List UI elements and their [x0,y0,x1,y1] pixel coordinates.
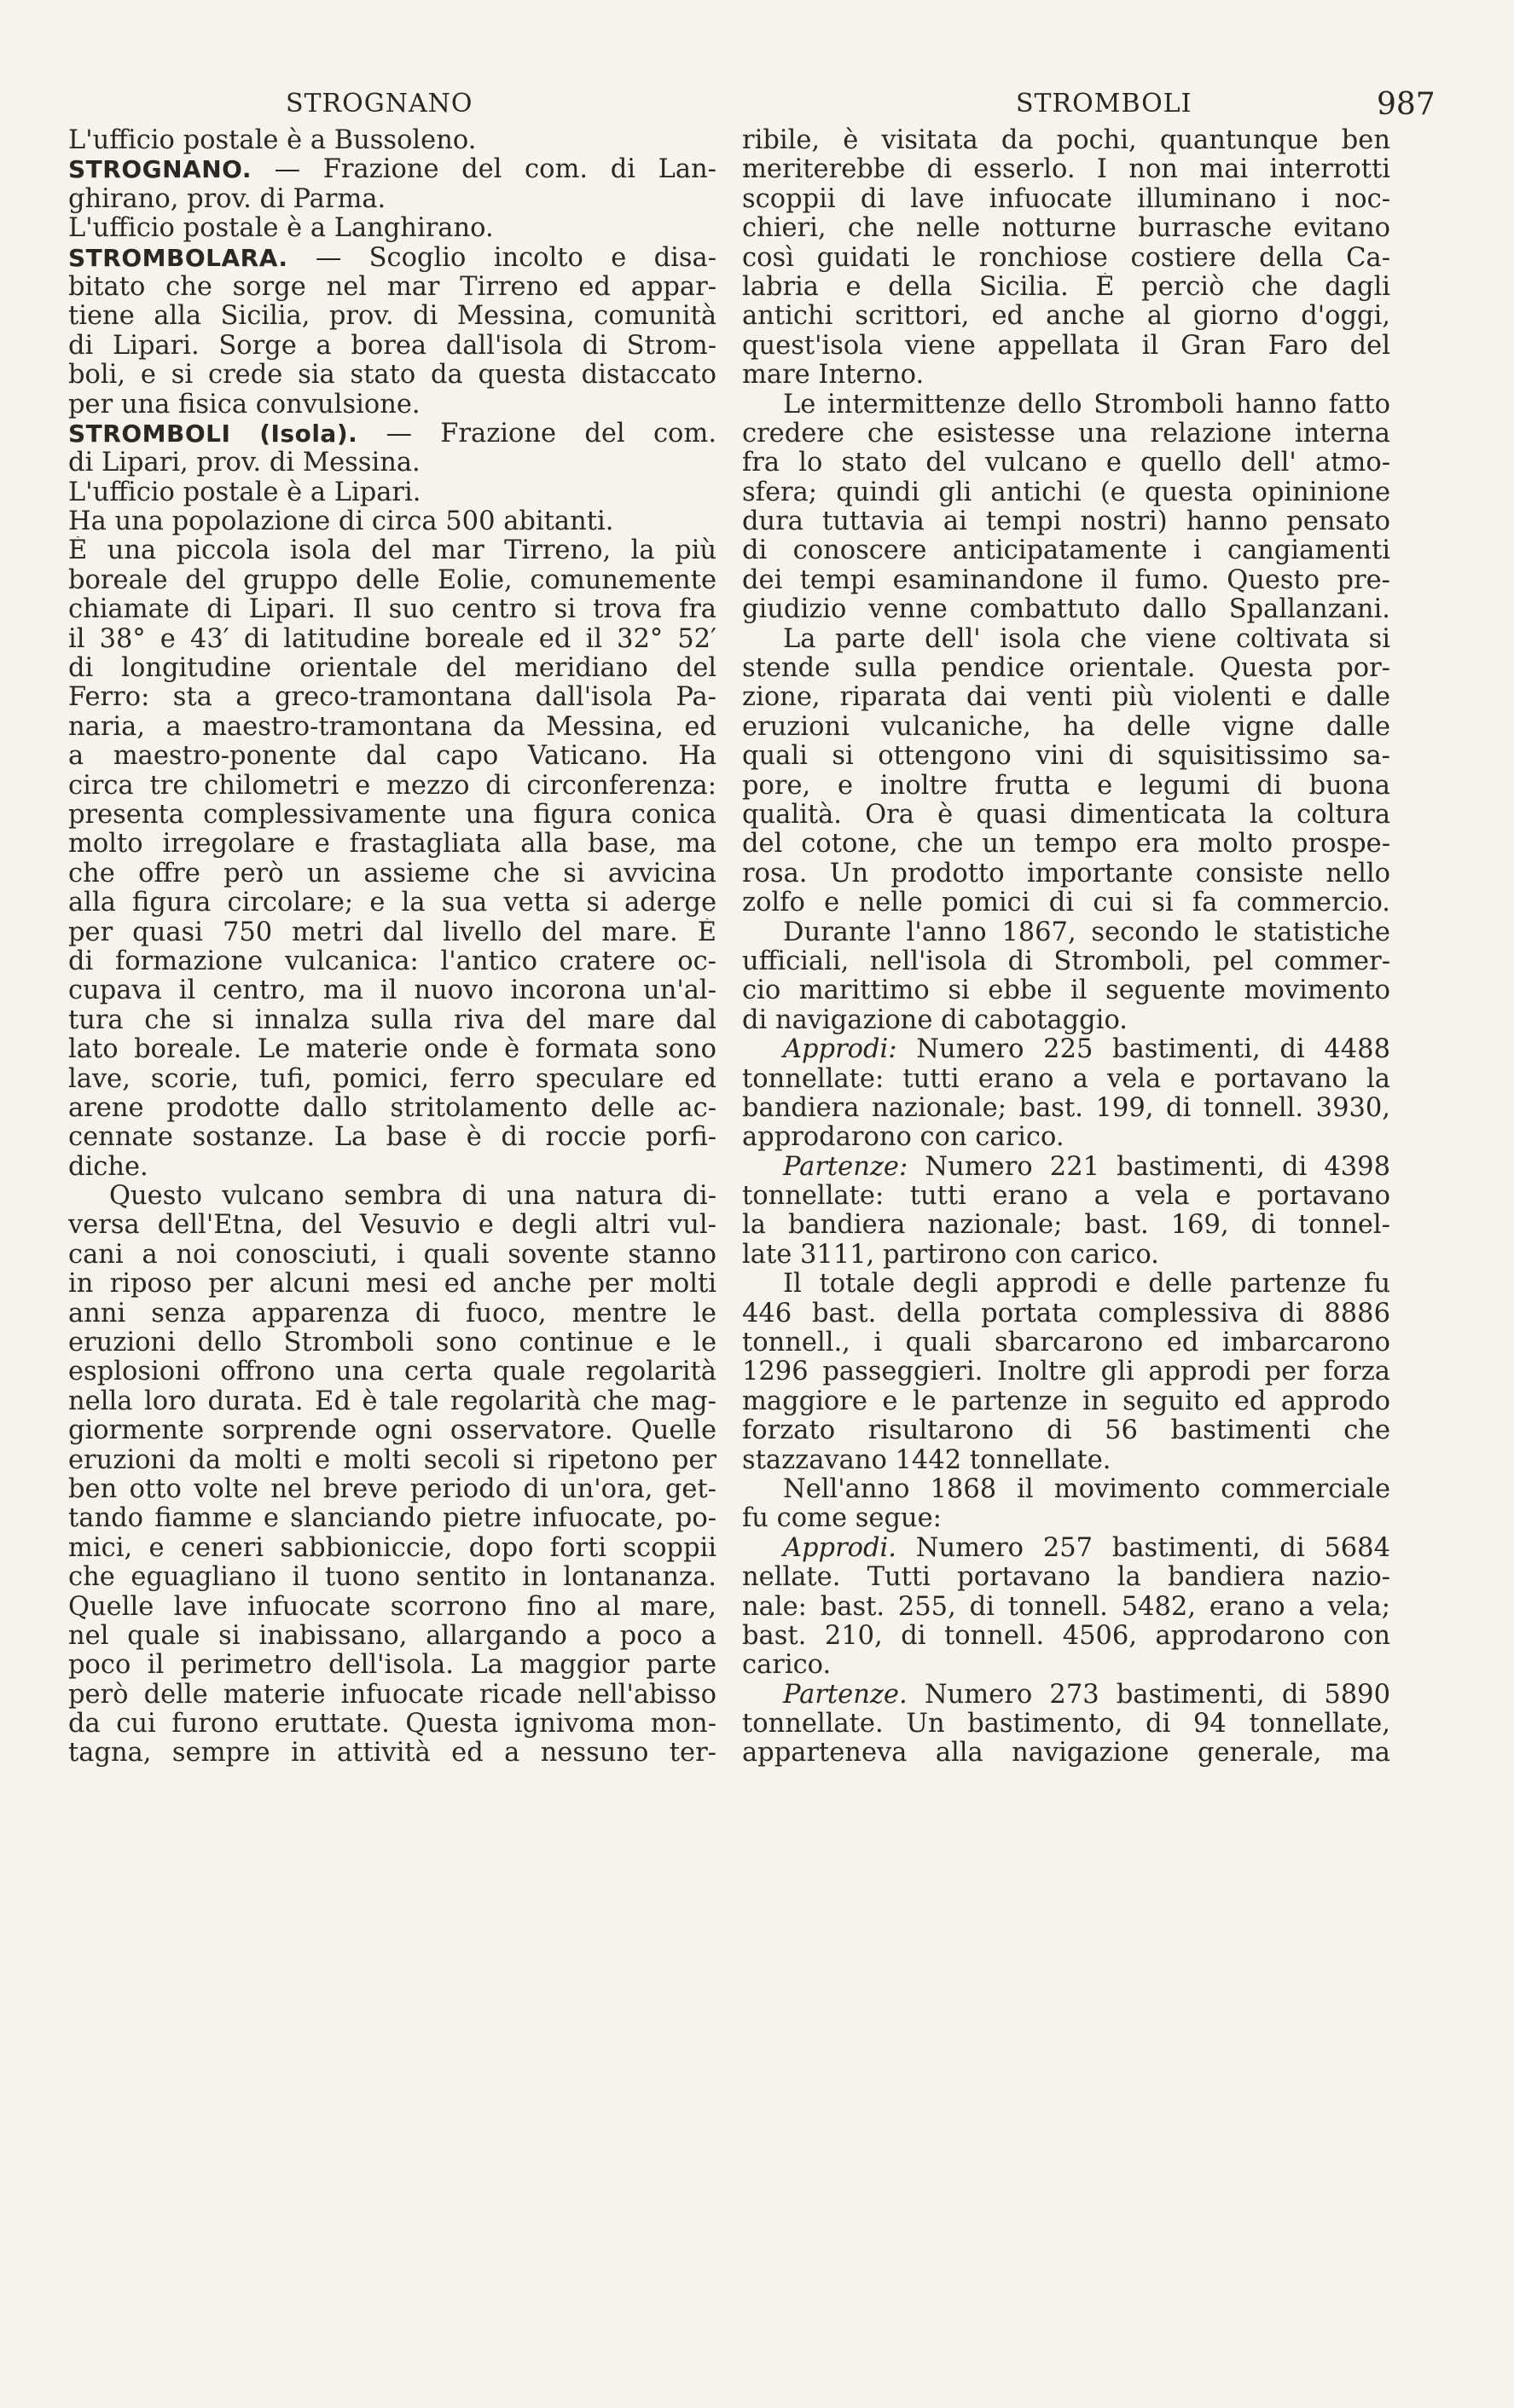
text-line: La parte dell' isola che viene coltivata si [783,624,1390,654]
text-line [68,1827,716,1856]
text-line: labria e della Sicilia. È perciò che dagli [742,272,1390,302]
text-line: a maestro-ponente dal capo Vaticano. Ha [68,742,716,772]
partenze-1868-line [742,1681,1390,1710]
text-line [68,1915,716,1944]
text-line: chiamate di Lipari. Il suo centro si trova fra [68,595,716,625]
text-line: — Frazione del com. [386,419,716,449]
text-line: poco il perimetro dell'isola. La maggior parte [68,1651,716,1681]
text-line: — Scoglio incolto e disa- [315,243,716,273]
text-line: nellate. Tutti portavano la bandiera nazio- [742,1563,1390,1593]
text-line: Il totale degli approdi e delle partenze fu [783,1270,1390,1300]
italic-label: Approdi: [783,1035,897,1065]
text-line: mare Interno. [742,360,925,391]
text-line: eruzioni da molti e molti secoli si ripetono per [68,1445,716,1475]
text-line: tagna, sempre in attività ed a nessuno ter- [68,1739,716,1768]
right-column [742,126,1390,1768]
entry-heading: STROMBOLARA. [68,243,288,272]
text-line: di formazione vulcanica: l'antico cratere oc- [68,946,716,976]
text-line: dura tuttavia ai tempi nostri) hanno pensato [742,507,1390,537]
text-line: stazzavano 1442 tonnellate. [742,1444,1111,1475]
text-line: giudizio venne combattuto dallo Spallanzani. [742,595,1390,625]
text-line: tonnellate: tutti erano a vela e portavano [742,1182,1390,1212]
text-line: Durante l'anno 1867, secondo le statistiche [783,917,1390,947]
text-line: bitato che sorge nel mar Tirreno ed appar- [68,272,716,302]
text-line: Ha una popolazione di circa 500 abitanti. [68,506,614,537]
text-line: naria, a maestro-tramontana da Messina, ed [68,712,716,742]
text-line: il 38° e 43′ di latitudine boreale ed il 32° 52′ [68,624,716,654]
text-line: di navigazione di cabotaggio. [742,1004,1128,1035]
text-line: Numero 225 bastimenti, di 4488 [916,1035,1390,1065]
text-line [68,1944,716,1973]
text-line: di Lipari. Sorge a borea dall'isola di Strom- [68,331,716,361]
text-line: late 3111, partirono con carico. [742,1239,1159,1270]
text-line: quest'isola viene appellata il Gran Faro del [742,331,1390,361]
text-line: fra lo stato del vulcano e quello dell' atmo- [742,449,1390,478]
text-line: scoppii di lave infuocate illuminano i noc- [742,184,1390,214]
text-line [68,2062,716,2091]
text-line: chieri, che nelle notturne burrasche evitano [742,214,1390,244]
text-line: fu come segue: [742,1503,942,1534]
text-line: quali si ottengono vini di squisitissimo sa- [742,742,1390,772]
text-line: tonnell., i quali sbarcarono ed imbarcarono [742,1328,1390,1358]
text-line: eruzioni vulcaniche, ha delle vigne dalle [742,712,1390,742]
text-line: tiene alla Sicilia, prov. di Messina, comunità [68,302,716,332]
text-line: lave, scorie, tufi, pomici, ferro speculare ed [68,1064,716,1094]
text-line: ben otto volte nel breve periodo di un'ora, get- [68,1474,716,1504]
text-line: Ferro: sta a greco-tramontana dall'isola Pa- [68,683,716,713]
text-line [68,1856,716,1885]
text-line: nella loro durata. Ed è tale regolarità che mag- [68,1386,716,1416]
text-line: È una piccola isola del mar Tirreno, la più [68,536,716,566]
text-line: per quasi 750 metri dal livello del mare. È [68,917,716,947]
text-line: — Frazione del com. di Lan- [274,155,716,185]
text-line: L'ufficio postale è a Bussoleno. [68,125,477,155]
text-line: cennate sostanze. La base è di roccie porfi- [68,1123,716,1153]
text-line: antichi scrittori, ed anche al giorno d'oggi, [742,302,1390,332]
text-line: Questo vulcano sembra di una natura di- [109,1182,716,1212]
running-head-left: STROGNANO [286,89,473,119]
text-line: L'ufficio postale è a Langhirano. [68,213,494,244]
text-line: rosa. Un prodotto importante consiste nello [742,859,1390,889]
text-line: L'ufficio postale è a Lipari. [68,477,421,507]
text-line: Le intermittenze dello Stromboli hanno fatto [783,390,1390,420]
italic-label: Partenze. [783,1680,908,1710]
text-line [68,2003,716,2032]
text-line: boli, e si crede sia stato da questa distaccato [68,361,716,391]
text-line: dei tempi esaminandone il fumo. Questo pre- [742,565,1390,595]
text-line [68,1974,716,2003]
text-line [68,2032,716,2061]
text-line: meriterebbe di esserlo. I non mai interrotti [742,155,1390,185]
text-line: esplosioni offrono una certa quale regolarità [68,1357,716,1387]
text-line [68,1768,716,1797]
text-line: in riposo per alcuni mesi ed anche per molti [68,1270,716,1300]
text-line: tonnellate. Un bastimento, di 94 tonnellate, [742,1710,1390,1739]
text-line: così guidati le ronchiose costiere della Ca- [742,243,1390,273]
text-line: boreale del gruppo delle Eolie, comunemente [68,565,716,595]
text-line: Numero 273 bastimenti, di 5890 [924,1680,1390,1710]
text-line: arene prodotte dallo stritolamento delle ac- [68,1093,716,1123]
text-line: di conoscere anticipatamente i cangiamenti [742,536,1390,566]
text-line: Numero 221 bastimenti, di 4398 [925,1152,1390,1182]
text-line: lato boreale. Le materie onde è formata sono [68,1035,716,1065]
text-line: nel quale si inabissano, allargando a poco a [68,1621,716,1651]
text-line: qualità. Ora è quasi dimenticata la coltura [742,800,1390,830]
text-line: pore, e inoltre frutta e legumi di buona [742,771,1390,801]
text-line: cani a noi conosciuti, i quali sovente stanno [68,1240,716,1270]
text-line: cupava il centro, ma il nuovo incorona un'al- [68,976,716,1006]
text-line: cio marittimo si ebbe il seguente movimento [742,976,1390,1006]
text-line: maggiore e le partenze in seguito ed approdo [742,1386,1390,1416]
italic-label: Approdi. [783,1533,896,1563]
text-line: diche. [68,1151,148,1182]
italic-label: Partenze: [783,1152,908,1182]
text-line: giormente sorprende ogni osservatore. Quelle [68,1416,716,1446]
text-line: ghirano, prov. di Parma. [68,183,386,214]
text-line: Quelle lave infuocate scorrono fino al mare, [68,1592,716,1622]
text-line: alla figura circolare; e la sua vetta si aderge [68,889,716,918]
text-line: che eguagliano il tuono sentito in lontananza. [68,1563,716,1593]
page-number: 987 [1377,87,1436,122]
text-line: tura che si innalza sulla riva del mare dal [68,1005,716,1035]
text-line: di longitudine orientale del meridiano del [68,654,716,684]
text-line: da cui furono eruttate. Questa ignivoma mon- [68,1710,716,1739]
entry-heading: STROMBOLI (Isola). [68,419,358,448]
text-line: approdarono con carico. [742,1122,1064,1153]
text-line: ufficiali, nell'isola di Stromboli, pel commer- [742,946,1390,976]
running-head-right: STROMBOLI [1016,89,1192,119]
text-line: di Lipari, prov. di Messina. [68,448,421,478]
approdi-1868-line [742,1534,1390,1563]
text-line: zolfo e nelle pomici di cui si fa commercio. [742,889,1390,918]
text-line: stende sulla pendice orientale. Questa por- [742,654,1390,684]
text-line: 1296 passeggieri. Inoltre gli approdi per forza [742,1357,1390,1387]
text-line: zione, riparata dai venti più violenti e dalle [742,683,1390,713]
text-line: però delle materie infuocate ricade nell'abisso [68,1680,716,1710]
text-line: sfera; quindi gli antichi (e questa opininione [742,478,1390,507]
text-line: la bandiera nazionale; bast. 169, di tonnel- [742,1211,1390,1241]
entry-stromboli [68,420,716,449]
text-line: Numero 257 bastimenti, di 5684 [915,1533,1390,1563]
text-line: tonnellate: tutti erano a vela e portavano la [742,1064,1390,1094]
text-line [68,1797,716,1826]
text-line: circa tre chilometri e mezzo di circonferenza: [68,771,716,801]
text-line: 446 bast. della portata complessiva di 8886 [742,1299,1390,1328]
entry-strombolara [68,244,716,273]
text-line: bast. 210, di tonnell. 4506, approdarono con [742,1621,1390,1651]
partenze-1867-line [742,1153,1390,1182]
approdi-1867-line [742,1035,1390,1064]
text-line: carico. [742,1650,832,1681]
text-line: ribile, è visitata da pochi, quantunque ben [742,126,1390,155]
left-column [68,126,716,2121]
text-line: nale: bast. 255, di tonnell. 5482, erano a vela; [742,1592,1390,1622]
text-line: del cotone, che un tempo era molto prospe- [742,830,1390,860]
text-line: apparteneva alla navigazione generale, ma [742,1739,1390,1768]
text-line: mici, e ceneri sabbioniccie, dopo forti scoppii [68,1533,716,1563]
text-line: forzato risultarono di 56 bastimenti che [742,1416,1390,1446]
text-line: credere che esistesse una relazione interna [742,419,1390,449]
text-line: presenta complessivamente una figura conica [68,800,716,830]
text-line [68,2091,716,2120]
text-line: eruzioni dello Stromboli sono continue e le [68,1328,716,1358]
text-line: molto irregolare e frastagliata alla base, ma [68,830,716,860]
entry-heading: STROGNANO. [68,155,252,184]
entry-strognano [68,155,716,184]
text-line: che offre però un assieme che si avvicina [68,859,716,889]
text-line: versa dell'Etna, del Vesuvio e degli altri vul- [68,1211,716,1241]
text-line: tando fiamme e slanciando pietre infuocate, po- [68,1504,716,1534]
text-line [68,1885,716,1914]
text-line: anni senza apparenza di fuoco, mentre le [68,1299,716,1328]
text-line: Nell'anno 1868 il movimento commerciale [783,1474,1390,1504]
text-line: bandiera nazionale; bast. 199, di tonnell. 3930, [742,1093,1390,1123]
text-line: per una fisica convulsione. [68,389,421,420]
